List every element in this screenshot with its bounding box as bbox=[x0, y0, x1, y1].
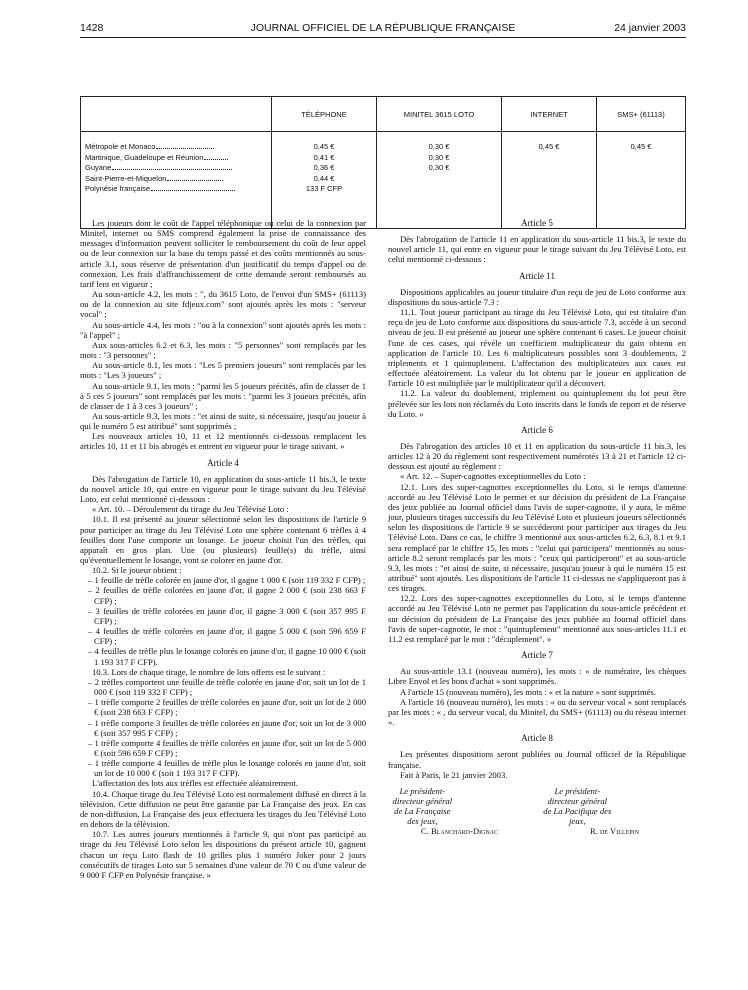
signature-left bbox=[388, 786, 531, 837]
issue-date: 24 janvier 2003 bbox=[614, 22, 686, 34]
signatory-role: Le président-directeur général de La Pacifique des jeux, bbox=[543, 785, 612, 827]
article-5-title: Article 5 bbox=[521, 218, 553, 228]
paragraph: Les nouveaux articles 10, 11 et 12 mentionnés ci-dessous remplacent les articles 10, 11 et 11 bis abrogés et entrent en vigueur pour le tirage suivant. » bbox=[80, 431, 366, 452]
zone-label: Saint-Pierre-et-Miquelon bbox=[85, 174, 271, 185]
telephone-price: 0,45 € bbox=[313, 142, 335, 151]
telephone-price: 0,41 € bbox=[313, 152, 335, 162]
paragraph: Dès l'abrogation de l'article 10, en application du sous-article 11 bis.3, le texte du nouvel article 10, qui entre en vigueur pour le tirage suivant du Jeu Télévisé Loto, est celui mentionné ci-dessous : bbox=[80, 473, 366, 505]
paragraph: A l'article 15 (nouveau numéro), les mots : « et la nature » sont supprimés. bbox=[400, 686, 656, 697]
signatures bbox=[388, 786, 686, 837]
paragraph: Au sous-article 8.1, les mots : "Les 5 premiers joueurs" sont remplacés par les mots : "Les 3 joueurs" ; bbox=[80, 360, 366, 381]
zone-cell bbox=[81, 132, 272, 229]
telephone-cell bbox=[272, 132, 377, 229]
col-header-sms: SMS+ (61113) bbox=[597, 97, 686, 132]
paragraph: Aux sous-articles 6.2 et 6.3, les mots : "5 personnes" sont remplacés par les mots : "3 personnes" ; bbox=[80, 339, 366, 361]
paragraph: Au sous-article 4.4, les mots : "ou à la connexion" sont ajoutés après les mots : "à l'appel" ; bbox=[80, 319, 366, 340]
paragraph: L'affectation des lots aux trèfles est effectuée aléatoirement. bbox=[92, 778, 298, 789]
header-rule bbox=[80, 37, 686, 38]
list-item: – 1 trèfle comporte 4 feuilles de trèfle colorées en jaune d'or, soit un lot de 5 000 € (soit 596 659 F CFP) ; bbox=[88, 737, 366, 758]
paragraph: Au sous-article 9.1, les mots : "parmi les 5 joueurs précités, afin de classer de 1 à 5 ces 5 joueurs" sont remplacés par les mots : "parmi les 3 joueurs précités, afin de classer de 1 à 3 ces 3 joueurs" ; bbox=[80, 380, 366, 411]
article-8-title: Article 8 bbox=[521, 733, 553, 744]
table-row bbox=[81, 132, 686, 229]
zone-header bbox=[81, 97, 272, 132]
list-item: – 1 trèfle comporte 3 feuilles de trèfle colorées en jaune d'or, soit un lot de 3 000 € (soit 357 995 F CFP) ; bbox=[88, 717, 366, 738]
paragraph: A l'article 16 (nouveau numéro), les mots : « ou du serveur vocal » sont remplacés par les mots : « , du serveur vocal, du Minitel, du SMS+ (61113) ou du réseau internet ». bbox=[388, 696, 686, 728]
paragraph: 10.7. Les autres joueurs mentionnés à l'article 9, qui n'ont pas participé au tirage du Jeu Télévisé Loto selon les dispositions du présent article 10, gagnent chacun un reçu Loto flash de 10 grilles plus 1 numéro Joker pour 2 jours consécutifs de tirages Loto sur 5 semaines d'une valeur de 70 € ou d'une valeur de 9 000 F CFP en Polynésie française. » bbox=[80, 829, 366, 880]
telephone-price: 0,44 € bbox=[313, 173, 335, 183]
paragraph: Dès l'abrogation de l'article 11 en application du sous-article 11 bis.3, le texte du nouvel article 11, qui entre en vigueur pour le tirage suivant du Jeu Télévisé Loto, est celui mentionné ci-dessous : bbox=[388, 234, 686, 265]
list-item: – 1 trèfle comporte 4 feuilles de trèfle plus le losange colorés en jaune d'or, soit un lot de 10 000 € (soit 1 193 317 F CFP). bbox=[88, 758, 366, 779]
table-header-row bbox=[81, 97, 686, 132]
article-7-title: Article 7 bbox=[521, 650, 553, 661]
telephone-price: 0,36 € bbox=[313, 163, 335, 173]
minitel-cell bbox=[377, 132, 502, 229]
article-12-heading: « Art. 12. – Super-cagnottes exceptionnelles du Loto : bbox=[400, 471, 586, 482]
paragraph: Au sous-article 4.2, les mots : ", du 3615 Loto, de l'envoi d'un SMS+ (61113) ou de la connexion au site fdjeux.com" sont ajoutés après les mots : "serveur vocal" ; bbox=[80, 289, 366, 320]
article-4-title: Article 4 bbox=[207, 457, 239, 468]
list-item: – 4 feuilles de trèfle plus le losange colorés en jaune d'or, il gagne 10 000 € (soit 1 193 317 F CFP). bbox=[88, 646, 366, 667]
left-column bbox=[80, 218, 366, 880]
col-header-minitel: MINITEL 3615 LOTO bbox=[377, 97, 502, 132]
tariff-table bbox=[80, 96, 686, 229]
signatory-role: Le président-directeur général de La Française des jeux, bbox=[392, 785, 453, 827]
signature-right bbox=[543, 786, 686, 837]
zone-label: Métropole et Monaco bbox=[85, 142, 271, 153]
paragraph: Dès l'abrogation des articles 10 et 11 en application du sous-article 11 bis.3, les articles 12 à 20 du règlement sont respectivement numérotés 13 à 21 et l'article 12 ci-dessous est ajouté au règlement : bbox=[388, 440, 686, 472]
page-header bbox=[80, 22, 686, 36]
paragraph: 10.3. Lors de chaque tirage, le nombre de lots offerts est le suivant : bbox=[92, 666, 326, 677]
paragraph: Les présentes dispositions seront publiées au Journal officiel de la République française. bbox=[388, 749, 686, 770]
signing-place-date: Fait à Paris, le 21 janvier 2003. bbox=[400, 769, 508, 780]
signatory-name: C. Blanchard-Dignac bbox=[420, 826, 499, 837]
article-10-heading: « Art. 10. – Déroulement du tirage du Jeu Télévisé Loto : bbox=[92, 504, 289, 515]
minitel-price: 0,30 € bbox=[428, 163, 450, 173]
page-number: 1428 bbox=[80, 22, 104, 34]
paragraph: 12.2. Lors des super-cagnottes exceptionnelles du Loto, si le temps d'antenne accordé au Jeu Télévisé Loto ne permet pas l'application du sous-article précédent et sur décision du président de La Française des jeux publiée au Journal officiel dans l'avis de super-cagnotte, le mot : "quintuplement" mentionné aux sous-articles 11.1 et 11.2 est remplacé par le mot : "décuplement". » bbox=[388, 593, 686, 644]
zone-label: Polynésie française bbox=[85, 184, 271, 195]
list-item: – 1 trèfle comporte 2 feuilles de trèfle colorées en jaune d'or, soit un lot de 2 000 € (soit 238 663 F CFP) ; bbox=[88, 697, 366, 718]
telephone-price: 133 F CFP bbox=[305, 184, 343, 194]
paragraph: 12.1. Lors des super-cagnottes exceptionnelles du Loto, si le temps d'antenne accordé au Jeu Télévisé Loto le permet et sur décision du président de La Française des jeux publiée au Journal officiel dans l'avis de super-cagnotte, il y aura, le même jour, plusieurs tirages successifs du Jeu Télévisé Loto et plusieurs joueurs sélectionnés selon les dispositions de l'article 9 se succéderont pour participer aux tirages du Jeu Télévisé Loto. Dans ce cas, le chiffre 3 mentionné aux sous-articles 6.2, 6.3, 8.1 et 9.1 sera remplacé par le chiffre 15, les mots : "celui qui participera" mentionnés au sous-article 8.2 seront remplacés par les mots : "ceux qui participeront" et au sous-article 9.3, les mots : "et ainsi de suite, si nécessaire, jusqu'au joueur à qui le numéro 15 est attribué" sont ajoutés. Les dispositions de l'article 11 ci-dessus ne s'appliqueront pas à ces tirages. bbox=[388, 481, 686, 594]
paragraph: Dispositions applicables au joueur titulaire d'un reçu de jeu de Loto conforme aux dispositions du sous-article 7.3 : bbox=[388, 286, 686, 307]
paragraph: 10.4. Chaque tirage du Jeu Télévisé Loto est normalement diffusé en direct à la télévision. Cette diffusion ne peut être garantie par La Française des jeux. En cas de non-diffusion, La Française des jeux effectuera les tirages du Jeu Télévisé Loto en dehors de la télévision. bbox=[80, 788, 366, 830]
paragraph: Les joueurs dont le coût de l'appel téléphonique ou celui de la connexion par Minitel, internet ou SMS comprend également la prise de connaissance des messages d'information peuvent solliciter le remboursement du coût de leur appel ou de leur connexion sur la base du temps passé et des coûts mentionnés au sous-article 3.1, sous réserve de présentation d'un justificatif du temps d'appel ou de connexion. Les frais d'affranchissement de cette demande seront remboursés au tarif lent en vigueur ; bbox=[80, 218, 366, 289]
minitel-price: 0,30 € bbox=[428, 142, 450, 151]
signatory-name: R. de Villepin bbox=[590, 826, 639, 837]
list-item: – 4 feuilles de trèfle colorées en jaune d'or, il gagne 5 000 € (soit 596 659 F CFP) ; bbox=[88, 626, 366, 647]
list-item: – 1 feuille de trèfle colorée en jaune d'or, il gagne 1 000 € (soit 119 332 F CFP) ; bbox=[88, 575, 366, 586]
sms-price: 0,45 € bbox=[630, 142, 652, 151]
article-6-title: Article 6 bbox=[521, 424, 553, 435]
right-column bbox=[388, 218, 686, 837]
list-item: – 3 feuilles de trèfle colorées en jaune d'or, il gagne 3 000 € (soit 357 995 F CFP) ; bbox=[88, 605, 366, 626]
minitel-price: 0,30 € bbox=[428, 152, 450, 162]
paragraph: 11.1. Tout joueur participant au tirage du Jeu Télévisé Loto, qui est titulaire d'un reçu de jeu de Loto conforme aux dispositions du sous-article 7.3, accède à un second niveau de jeu. Il est présenté au joueur une sphère contenant 6 cases. Le joueur choisit l'une de ces cases, qui révèle un coefficient multiplicateur du gain obtenu en application de l'article 10. Les 6 multiplicateurs possibles sont 3 doublements, 2 triplements et 1 quintuplement. L'affectation des multiplicateurs aux cases est effectuée aléatoirement. La valeur du lot obtenu par le joueur en application de l'article 10 est multipliée par le multiplicateur qu'il a découvert. bbox=[388, 307, 686, 389]
internet-cell bbox=[502, 132, 597, 229]
sms-cell bbox=[597, 132, 686, 229]
journal-title: JOURNAL OFFICIEL DE LA RÉPUBLIQUE FRANÇAISE bbox=[250, 22, 516, 34]
paragraph: Au sous-article 9.3, les mots : "et ainsi de suite, si nécessaire, jusqu'au joueur à qui le numéro 5 est attribué" sont supprimés ; bbox=[80, 410, 366, 432]
zone-label: Guyane bbox=[85, 163, 271, 174]
list-item: – 2 feuilles de trèfle colorées en jaune d'or, il gagne 2 000 € (soit 238 663 F CFP) ; bbox=[88, 585, 366, 606]
article-11-title: Article 11 bbox=[519, 270, 555, 281]
col-header-internet: INTERNET bbox=[502, 97, 597, 132]
zone-label: Martinique, Guadeloupe et Réunion bbox=[85, 153, 271, 164]
paragraph: 10.1. Il est présenté au joueur sélectionné selon les dispositions de l'article 9 pour participer au tirage du Jeu Télévisé Loto une sphère contenant 6 trèfles à 4 feuilles dont l'une comporte un losange. Le joueur choisit l'un des trèfles, qui apparaît en gros plan. Une (ou plusieurs) feuille(s) du trèfle, ainsi qu'éventuellement le losange, vont se colorer en jaune d'or. bbox=[80, 514, 366, 565]
internet-price: 0,45 € bbox=[538, 142, 560, 151]
col-header-telephone: TÉLÉPHONE bbox=[272, 97, 377, 132]
paragraph: Au sous-article 13.1 (nouveau numéro), les mots : « de numéraire, les chèques Libre Envol et les bons d'achat » sont supprimés. bbox=[388, 666, 686, 687]
paragraph: 11.2. La valeur du doublement, triplement ou quintuplement du lot peut être prélevée sur les lots non réclamés du Loto inscrits dans le fonds de report et de réserve du Loto. » bbox=[388, 388, 686, 419]
paragraph: 10.2. Si le joueur obtient : bbox=[92, 565, 182, 576]
list-item: – 2 trèfles comportent une feuille de trèfle colorée en jaune d'or, soit un lot de 1 000 € (soit 119 332 F CFP) ; bbox=[88, 676, 366, 698]
